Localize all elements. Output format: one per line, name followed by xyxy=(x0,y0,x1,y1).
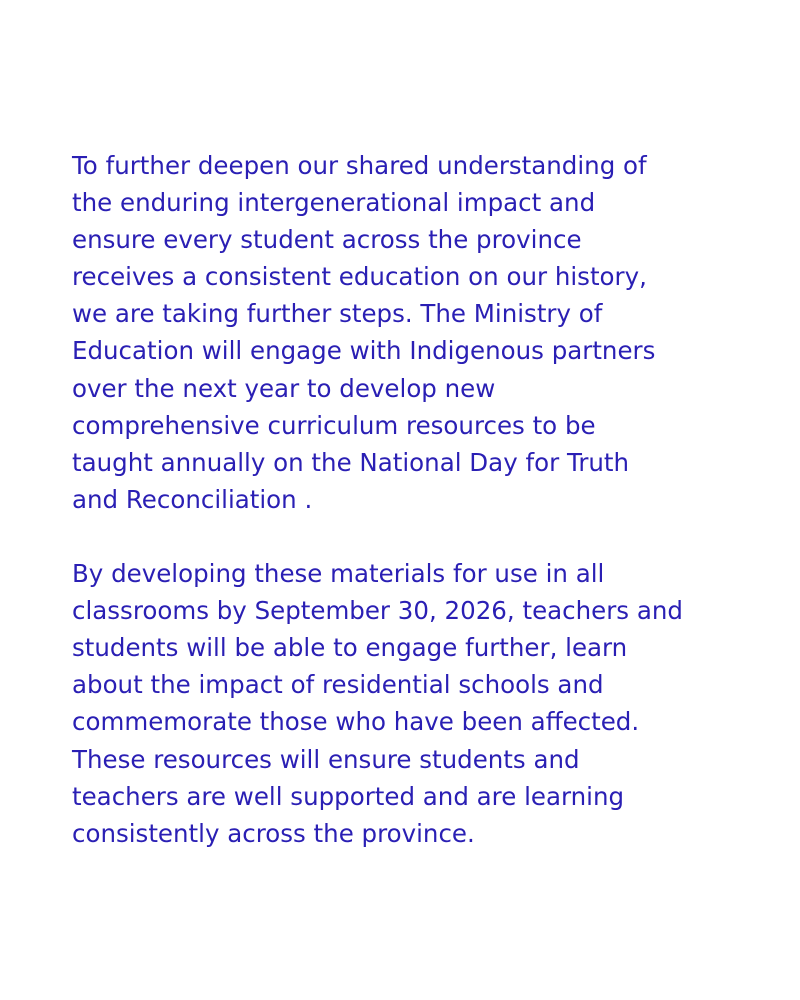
statement-text xyxy=(72,147,732,852)
text-line: we are taking further steps. The Ministry of xyxy=(72,299,603,329)
text-line: and Reconciliation . xyxy=(72,484,313,514)
text-line: commemorate those who have been affected. xyxy=(72,707,640,737)
text-line: taught annually on the National Day for Truth xyxy=(72,447,630,477)
text-line: over the next year to develop new xyxy=(72,373,496,403)
text-line: consistently across the province. xyxy=(72,818,475,848)
text-line: To further deepen our shared understanding of xyxy=(72,151,647,180)
text-line: comprehensive curriculum resources to be xyxy=(72,410,596,440)
text-line: By developing these materials for use in all xyxy=(72,559,605,589)
text-line: classrooms by September 30, 2026, teachers and xyxy=(72,596,683,626)
paragraph-1 xyxy=(72,147,732,518)
text-line: ensure every student across the province xyxy=(72,225,582,255)
paragraph-2 xyxy=(72,555,732,852)
text-line: receives a consistent education on our history, xyxy=(72,262,647,292)
text-line: Education will engage with Indigenous partners xyxy=(72,336,656,366)
text-line: about the impact of residential schools and xyxy=(72,670,604,700)
text-line: the enduring intergenerational impact and xyxy=(72,188,596,218)
text-line: These resources will ensure students and xyxy=(72,744,580,774)
text-line: teachers are well supported and are learning xyxy=(72,781,625,811)
text-line: students will be able to engage further, learn xyxy=(72,633,628,663)
